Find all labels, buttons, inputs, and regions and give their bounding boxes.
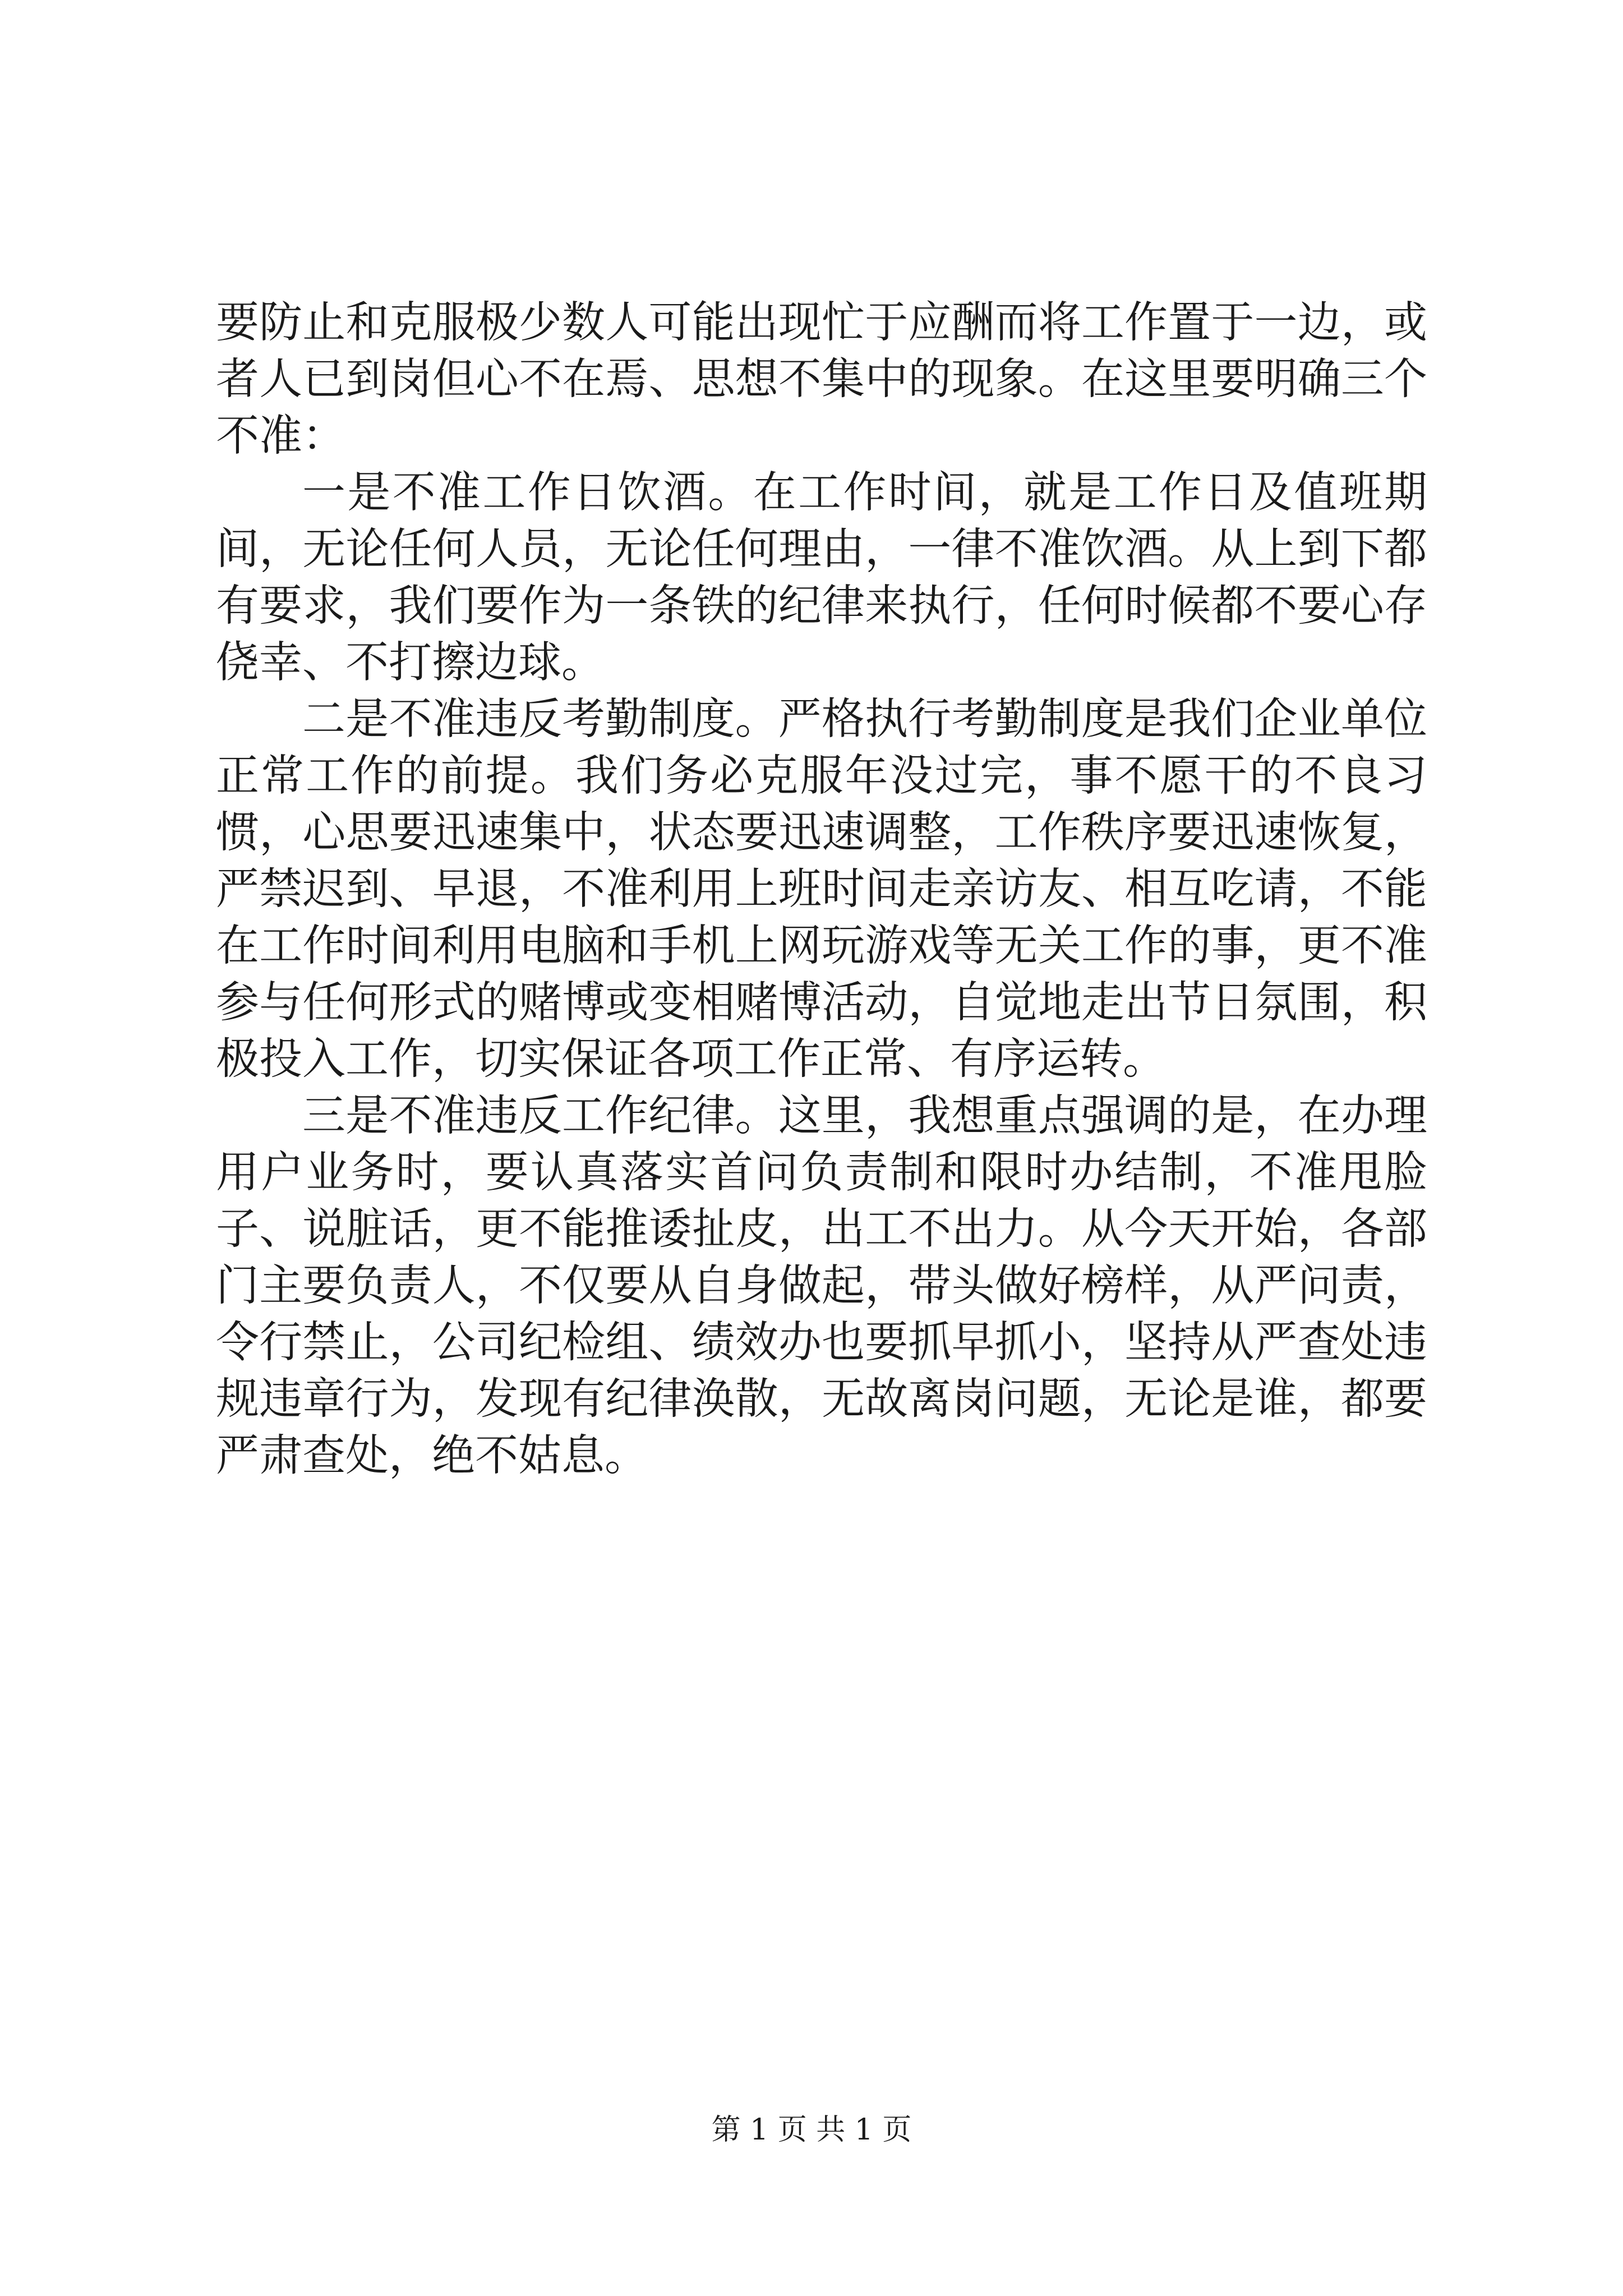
paragraph-rule-three: 三是不准违反工作纪律。这里，我想重点强调的是，在办理用户业务时，要认真落实首问负责制和限时办结制，不准甩脸子、说脏话，更不能推诿扯皮，出工不出力。从今天开始，各部门主要负责人，不仅要从自身做起，带头做好榜样，从严问责，令行禁止，公司纪检组、绩效办也要抓早抓小，坚持从严查处违规违章行为，发现有纪律涣散，无故离岗问题，无论是谁，都要严肃查处，绝不姑息。 [216, 1091, 1427, 1481]
page-number-label: 第 1 页 共 1 页 [711, 2113, 912, 2147]
paragraph-intro: 要防止和克服极少数人可能出现忙于应酬而将工作置于一边，或者人已到岗但心不在焉、思想不集中的现象。在这里要明确三个不准： [216, 298, 1427, 461]
document-body [216, 295, 1427, 1484]
page-footer [0, 2110, 1623, 2150]
paragraph-rule-two: 二是不准违反考勤制度。严格执行考勤制度是我们企业单位正常工作的前提。我们务必克服年没过完，事不愿干的不良习惯，心思要迅速集中，状态要迅速调整，工作秩序要迅速恢复，严禁迟到、早退，不准利用上班时间走亲访友、相互吃请，不能在工作时间利用电脑和手机上网玩游戏等无关工作的事，更不准参与任何形式的赌博或变相赌博活动，自觉地走出节日氛围，积极投入工作，切实保证各项工作正常、有序运转。 [216, 694, 1427, 1084]
paragraph-rule-one: 一是不准工作日饮酒。在工作时间，就是工作日及值班期间，无论任何人员，无论任何理由，一律不准饮酒。从上到下都有要求，我们要作为一条铁的纪律来执行，任何时候都不要心存侥幸、不打擦边球。 [216, 468, 1427, 688]
